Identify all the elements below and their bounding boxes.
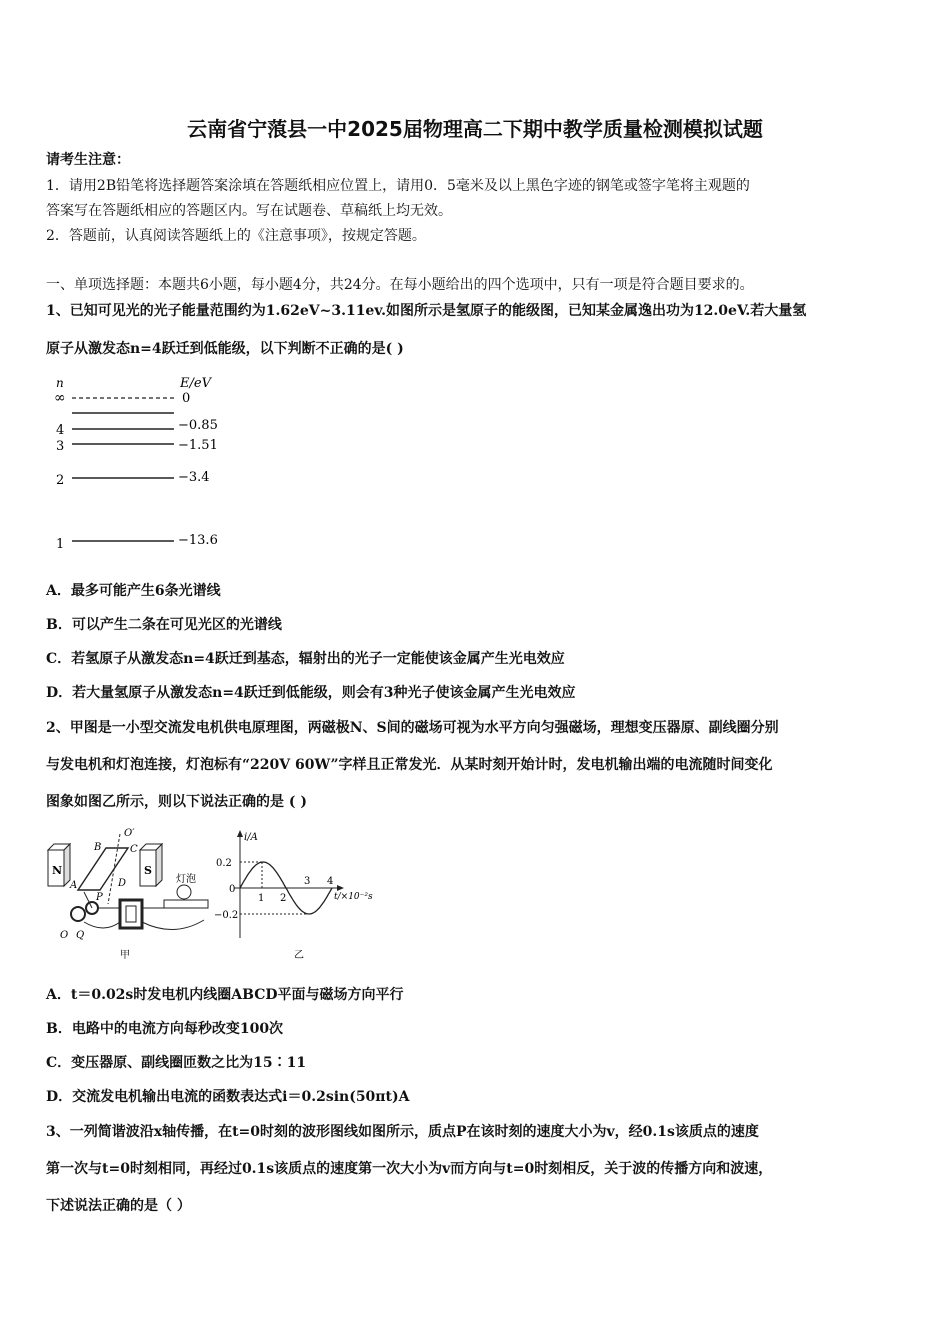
notice-item-1-line-2: 答案写在答题纸相应的答题区内。写在试题卷、草稿纸上均无效。 (46, 203, 452, 219)
page-title: 云南省宁蒗县一中2025届物理高二下期中教学质量检测模拟试题 (187, 117, 763, 141)
coil-a-label: A (70, 880, 78, 891)
x-axis-label: t/×10⁻²s (334, 892, 373, 902)
current-time-graph (214, 826, 384, 964)
q2-option-b: B．电路中的电流方向每秒改变100次 (46, 1021, 284, 1037)
coil-c-label: C (130, 844, 138, 855)
level-e-infinity: 0 (182, 391, 191, 406)
q2-option-a: A．t＝0.02s时发电机内线圈ABCD平面与磁场方向平行 (46, 987, 404, 1003)
q1-option-a: A．最多可能产生6条光谱线 (46, 583, 221, 599)
lamp-label: 灯泡 (176, 874, 196, 885)
level-n-3: 3 (56, 439, 65, 454)
y-tick-0.2: 0.2 (216, 858, 232, 869)
q2-line-2: 与发电机和灯泡连接，灯泡标有“220V 60W”字样且正常发光．从某时刻开始计时，发电机输出端的电流随时间变化 (46, 757, 773, 773)
x-tick-3: 3 (304, 876, 311, 887)
figure-jia-caption: 甲 (120, 950, 130, 961)
coil-d-label: D (118, 878, 127, 889)
section-heading: 一、单项选择题：本题共6小题，每小题4分，共24分。在每小题给出的四个选项中，只有一项是符合题目要求的。 (46, 277, 754, 293)
lamp-bulb (177, 885, 191, 899)
level-n-1: 1 (56, 537, 65, 552)
brush-q-label: Q (76, 930, 85, 941)
coil-b-label: B (94, 842, 102, 853)
energy-axis-label: E/eV (180, 376, 211, 391)
x-tick-1: 1 (258, 893, 265, 904)
q1-line-1: 1、已知可见光的光子能量范围约为1.62eV~3.11ev.如图所示是氢原子的能级图，已知某金属逸出功为12.0eV.若大量氢 (46, 303, 807, 319)
notice-heading: 请考生注意： (46, 152, 130, 168)
x-tick-4: 4 (327, 876, 334, 887)
level-n-2: 2 (56, 473, 65, 488)
q3-line-1: 3、一列简谐波沿x轴传播，在t=0时刻的波形图线如图所示，质点P在该时刻的速度大小为v，经0.1s该质点的速度 (46, 1124, 759, 1140)
generator-figure (44, 826, 219, 964)
q1-option-d: D．若大量氢原子从激发态n=4跃迁到低能级，则会有3种光子使该金属产生光电效应 (46, 685, 576, 701)
y-axis-label: i/A (244, 832, 258, 843)
level-e-1: −13.6 (178, 533, 218, 548)
n-pole-label: N (52, 864, 63, 877)
axis-o-label: O (60, 930, 69, 941)
y-tick-neg-0.2: −0.2 (214, 910, 239, 921)
figure-yi-caption: 乙 (294, 950, 304, 961)
notice-item-2: 2．答题前，认真阅读答题纸上的《注意事项》，按规定答题。 (46, 228, 426, 244)
level-n-infinity: ∞ (54, 390, 66, 406)
level-e-5: −0.85 (178, 418, 218, 433)
q1-option-b: B．可以产生二条在可见光区的光谱线 (46, 617, 282, 633)
q2-option-c: C．变压器原、副线圈匝数之比为15∶11 (46, 1055, 307, 1071)
q2-line-3: 图象如图乙所示，则以下说法正确的是 ( ) (46, 794, 307, 810)
y-tick-0: 0 (229, 884, 236, 895)
q1-line-2: 原子从激发态n=4跃迁到低能级，以下判断不正确的是( ) (46, 341, 404, 357)
q1-option-c: C．若氢原子从激发态n=4跃迁到基态，辐射出的光子一定能使该金属产生光电效应 (46, 651, 565, 667)
n-axis-label: n (56, 376, 64, 390)
level-e-3: −1.51 (178, 438, 218, 453)
axis-o-prime-label: O′ (124, 828, 135, 839)
energy-level-diagram (46, 372, 236, 557)
notice-item-1-line-1: 1．请用2B铅笔将选择题答案涂填在答题纸相应位置上，请用0．5毫米及以上黑色字迹的钢笔或签字笔将主观题的 (46, 178, 750, 194)
s-pole-label: S (144, 864, 152, 877)
level-n-4: 4 (56, 423, 65, 438)
brush-p-label: P (96, 892, 103, 903)
q2-option-d: D．交流发电机输出电流的函数表达式i＝0.2sin(50πt)A (46, 1089, 410, 1105)
q3-line-2: 第一次与t=0时刻相同，再经过0.1s该质点的速度第一次大小为v而方向与t=0时刻相反，关于波的传播方向和波速， (46, 1161, 773, 1177)
q2-line-1: 2、甲图是一小型交流发电机供电原理图，两磁极N、S间的磁场可视为水平方向匀强磁场，理想变压器原、副线圈分别 (46, 720, 779, 736)
level-e-2: −3.4 (178, 470, 210, 485)
x-tick-2: 2 (280, 893, 287, 904)
q3-line-3: 下述说法正确的是（ ） (46, 1198, 191, 1214)
